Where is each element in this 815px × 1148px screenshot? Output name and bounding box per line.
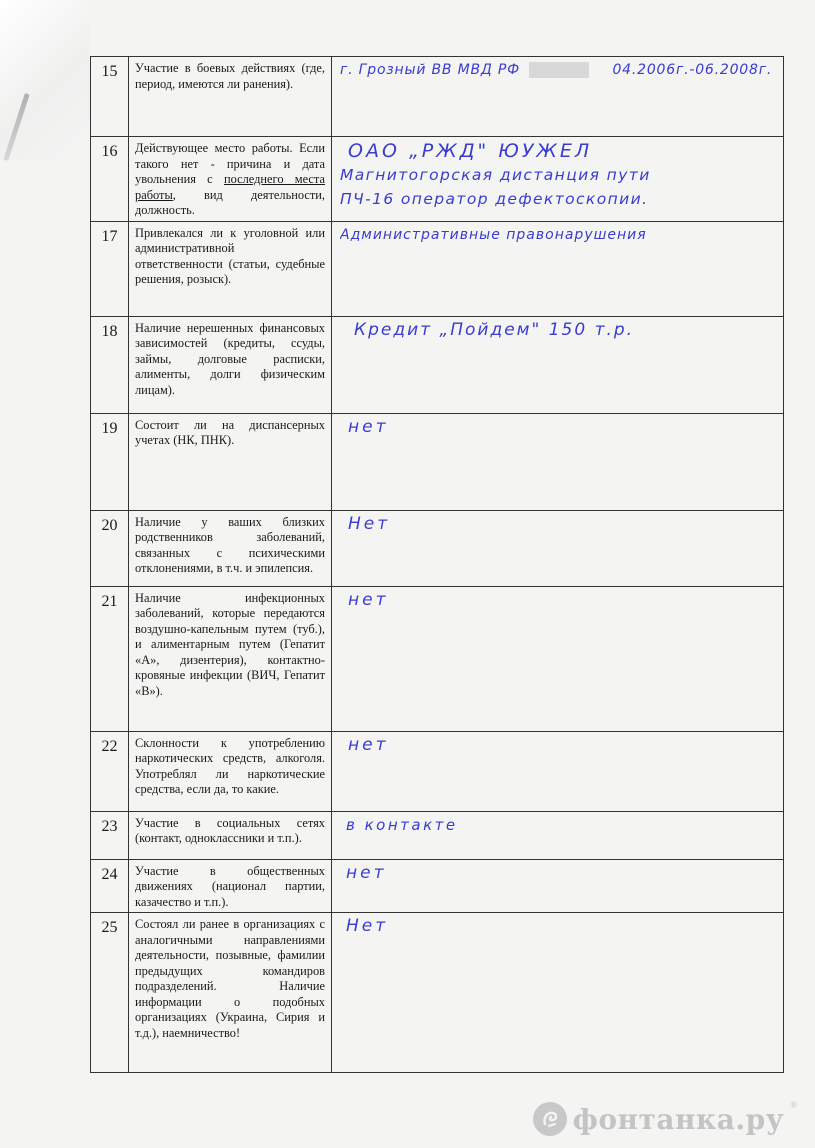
answer-line: Магнитогорская дистанция пути: [340, 166, 651, 184]
row-number: 25: [91, 913, 129, 1073]
handwritten-answer: нет: [332, 859, 784, 913]
watermark-text: фонтанка.ру: [572, 1102, 785, 1136]
row-number: 20: [91, 510, 129, 586]
answer-text: г. Грозный ВВ МВД РФ: [340, 62, 520, 78]
question-text: Состоял ли ранее в организациях с аналогичными направлениями деятельности, позывные, фамилии предыдущих командиров подразделений. Наличие информации о подобных организациях (Украина, Сирия и т.д.), наемничество!: [129, 913, 332, 1073]
answer-period: 04.2006г.-06.2008г.: [612, 62, 773, 78]
table-row: [91, 586, 784, 731]
question-text: Участие в боевых действиях (где, период, имеются ли ранения).: [129, 57, 332, 137]
question-text: Наличие у ваших близких родственников заболеваний, связанных с психическими отклонениями, в т.ч. и эпилепсия.: [129, 510, 332, 586]
question-text: Участие в общественных движениях (национал партии, казачество и т.п.).: [129, 859, 332, 913]
table-row: [91, 913, 784, 1073]
row-number: 18: [91, 316, 129, 413]
handwritten-answer: Кредит „Пойдем" 150 т.р.: [332, 316, 784, 413]
table-row: [91, 413, 784, 510]
underlined-phrase: последнего места работы: [135, 172, 325, 202]
table-row: [91, 510, 784, 586]
handwritten-answer: Административные правонарушения: [332, 221, 784, 316]
handwritten-answer: [332, 57, 784, 137]
registered-mark: ®: [790, 1100, 797, 1110]
question-text: Наличие инфекционных заболеваний, которые передаются воздушно-капельным путем (туб.), и алиментарным путем (Гепатит «А», дизентерия), контактно-кровяные инфекции (ВИЧ, Гепатит «В»).: [129, 586, 332, 731]
redaction-block: [529, 62, 589, 78]
handwritten-answer: в контакте: [332, 811, 784, 859]
handwritten-answer: нет: [332, 731, 784, 811]
row-number: 24: [91, 859, 129, 913]
question-text: Склонности к употреблению наркотических средств, алкоголя. Употреблял ли наркотические средства, если да, то какие.: [129, 731, 332, 811]
table-row: [91, 859, 784, 913]
row-number: 21: [91, 586, 129, 731]
table-row: [91, 57, 784, 137]
question-text: Состоит ли на диспансерных учетах (НК, ПНК).: [129, 413, 332, 510]
watermark: [533, 1102, 797, 1136]
answer-line: ПЧ-16 оператор дефектоскопии.: [340, 190, 649, 208]
row-number: 23: [91, 811, 129, 859]
table-row: [91, 221, 784, 316]
question-text: Действующее место работы. Если такого нет - причина и дата увольнения с последнего места работы, вид деятельности, должность.: [129, 137, 332, 222]
question-text: Наличие нерешенных финансовых зависимостей (кредиты, ссуды, займы, долговые расписки, алименты, долги физическим лицам).: [129, 316, 332, 413]
table-row: [91, 731, 784, 811]
fontanka-logo-icon: [533, 1102, 567, 1136]
row-number: 19: [91, 413, 129, 510]
questionnaire-table: [90, 56, 784, 1073]
row-number: 22: [91, 731, 129, 811]
handwritten-answer: нет: [332, 586, 784, 731]
handwritten-answer: Нет: [332, 913, 784, 1073]
handwritten-answer: нет: [332, 413, 784, 510]
row-number: 16: [91, 137, 129, 222]
table-row: [91, 137, 784, 222]
question-text: Участие в социальных сетях (контакт, одноклассники и т.п.).: [129, 811, 332, 859]
answer-line: ОАО „РЖД" ЮУЖЕЛ: [348, 140, 593, 162]
handwritten-answer: [332, 137, 784, 222]
row-number: 17: [91, 221, 129, 316]
table-row: [91, 316, 784, 413]
row-number: 15: [91, 57, 129, 137]
handwritten-answer: Нет: [332, 510, 784, 586]
question-text: Привлекался ли к уголовной или административной ответственности (статьи, судебные решения, розыск).: [129, 221, 332, 316]
table-row: [91, 811, 784, 859]
